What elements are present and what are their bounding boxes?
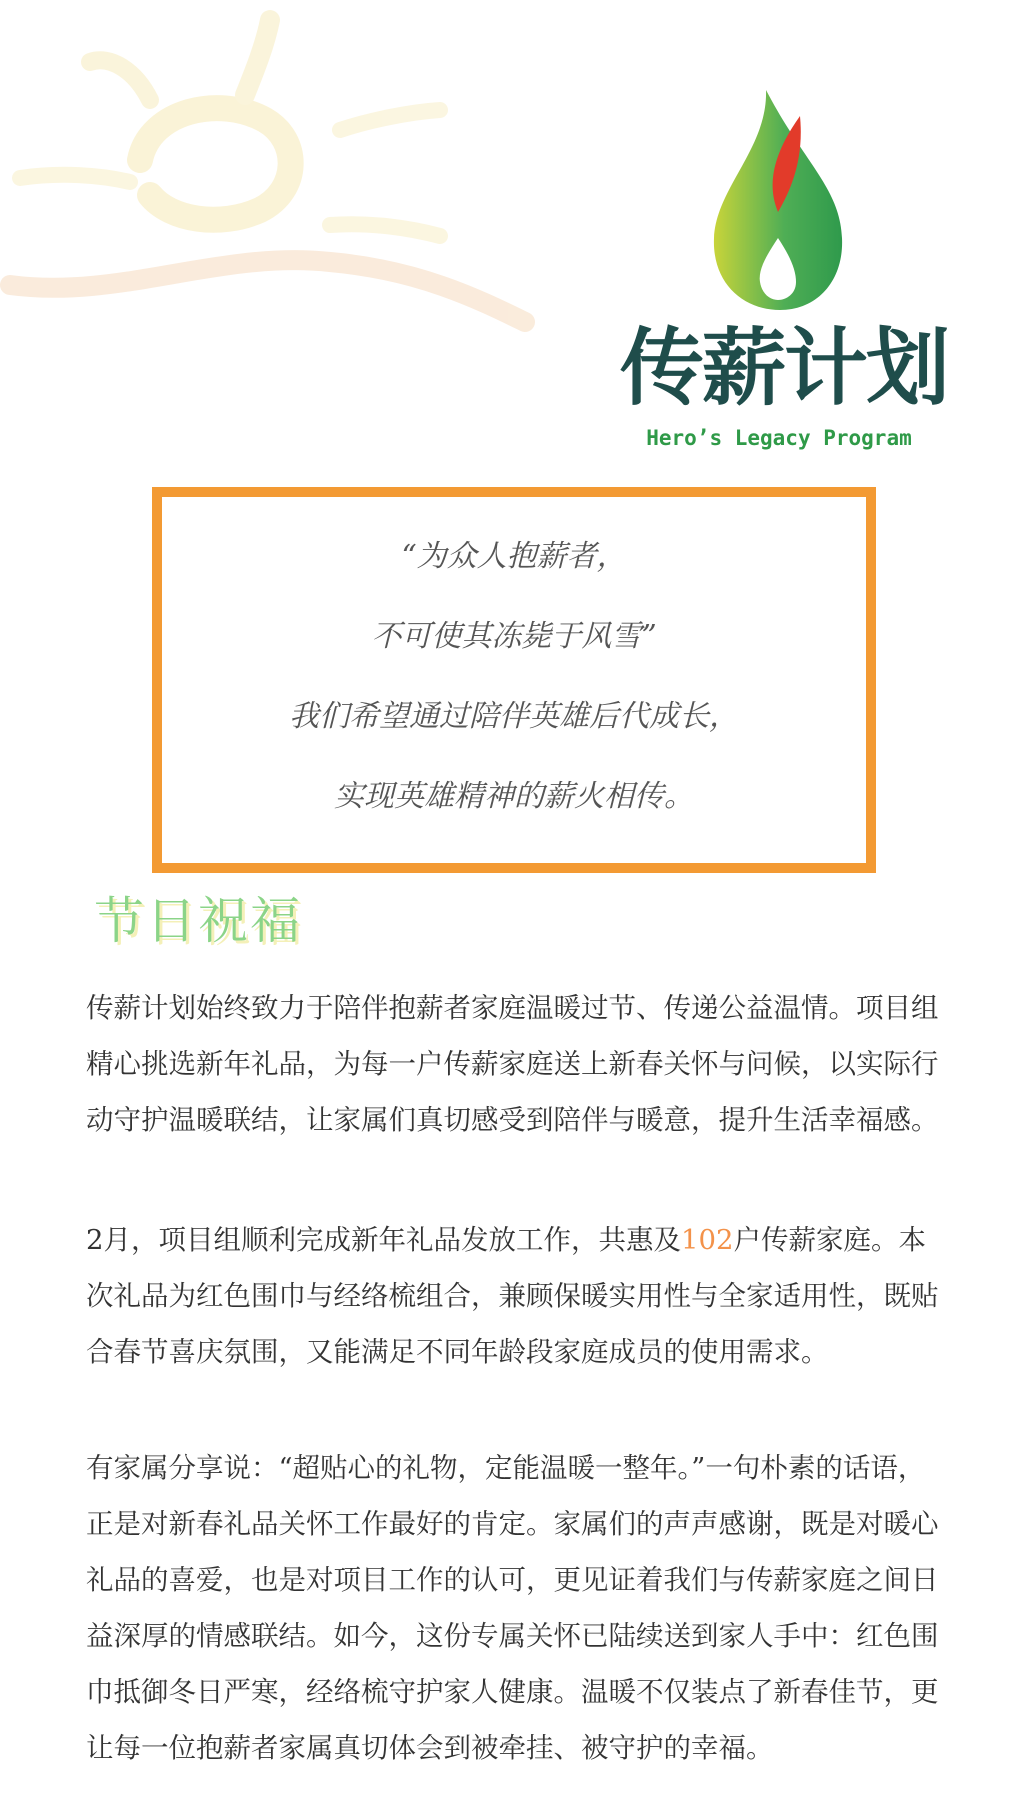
logo-title: 传薪计划 (620, 319, 949, 417)
quote-line: “为众人抱薪者， (401, 539, 627, 574)
logo-subtitle: Hero’s Legacy Program (646, 426, 912, 450)
paragraph (86, 1212, 946, 1380)
paragraph-text: 2月，项目组顺利完成新年礼品发放工作，共惠及 (86, 1224, 681, 1256)
paragraph: 传薪计划始终致力于陪伴抱薪者家庭温暖过节、传递公益温情。项目组精心挑选新年礼品，为每一户传薪家庭送上新春关怀与问候，以实际行动守护温暖联结，让家属们真切感受到陪伴与暖意，提升生活幸福感。 (86, 992, 939, 1136)
sun-decoration (0, 0, 540, 340)
quote-line: 实现英雄精神的薪火相传。 (334, 779, 694, 814)
quote-line: 不可使其冻毙于风雪” (371, 619, 657, 654)
paragraph-text: 户传薪家庭。本次礼品为红色围巾与经络梳组合，兼顾保暖实用性与全家适用性，既贴合春节喜庆氛围，又能满足不同年龄段家庭成员的使用需求。 (86, 1224, 939, 1368)
quote-frame (152, 487, 876, 873)
section-title: 节日祝福 (94, 892, 302, 950)
quote-line: 我们希望通过陪伴英雄后代成长， (289, 699, 739, 734)
flame-drop-icon (708, 88, 848, 316)
paragraph: 有家属分享说：“超贴心的礼物，定能温暖一整年。”一句朴素的话语，正是对新春礼品关怀工作最好的肯定。家属们的声声感谢，既是对暖心礼品的喜爱，也是对项目工作的认可，更见证着我们与传薪家庭之间日益深厚的情感联结。如今，这份专属关怀已陆续送到家人手中：红色围巾抵御冬日严寒，经络梳守护家人健康。温暖不仅装点了新春佳节，更让每一位抱薪者家属真切体会到被牵挂、被守护的幸福。 (86, 1452, 939, 1764)
highlight-number: 102 (681, 1224, 734, 1256)
logo (620, 88, 949, 468)
